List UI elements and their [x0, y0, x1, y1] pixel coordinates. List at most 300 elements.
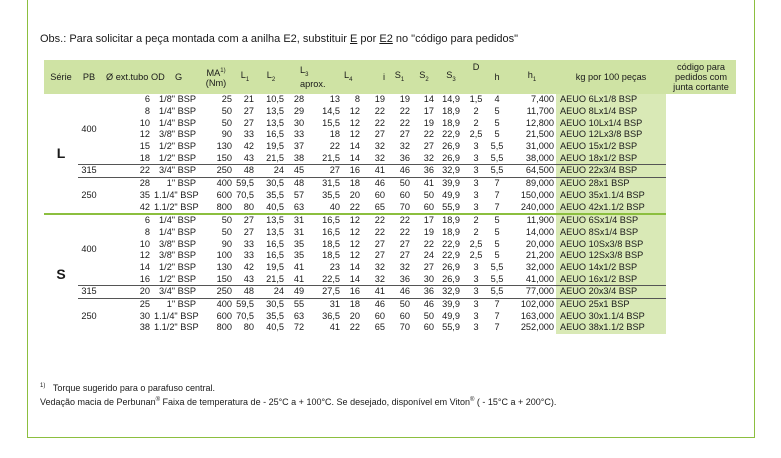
cell: 33 — [243, 250, 255, 261]
cell: 27 — [243, 106, 255, 117]
cell: 13,5 — [256, 214, 286, 227]
cell: 18 — [139, 152, 150, 163]
cell: 30,5 — [256, 177, 286, 189]
cell: 22 — [349, 322, 361, 333]
cell: 28 — [100, 177, 152, 189]
cell: 7 — [486, 177, 508, 189]
cell: 24 — [423, 250, 435, 261]
cell: 60 — [374, 189, 386, 200]
cell: 3/8" BSP — [159, 238, 197, 249]
cell: 46 — [387, 286, 412, 299]
cell: 5 — [494, 238, 500, 249]
cell: 32,000 — [525, 261, 555, 272]
cell: 30 — [293, 117, 305, 128]
order-code: AEUO 20x3/4 BSP — [556, 286, 666, 299]
cell: 89,000 — [508, 177, 556, 189]
cell: 3 — [466, 177, 486, 189]
col-kg: kg por 100 peças — [556, 60, 666, 94]
cell: 41,000 — [525, 273, 555, 284]
table-header — [44, 60, 736, 94]
cell: 36 — [399, 273, 411, 284]
cell: 41 — [293, 261, 305, 272]
cell: 7 — [494, 322, 500, 333]
cell: 15 — [139, 141, 150, 152]
cell: 5 — [494, 117, 500, 128]
order-code: AEUO 28x1 BSP — [556, 177, 666, 189]
cell: 1.1/4" BSP — [154, 189, 199, 200]
cell: 27 — [399, 238, 411, 249]
cell: 42 — [243, 141, 255, 152]
cell: 33 — [293, 129, 305, 140]
cell: 1/2" BSP — [159, 141, 197, 152]
order-code: AEUO 22x3/4 BSP — [556, 165, 666, 178]
cell: 20 — [100, 286, 152, 299]
cell: 240,000 — [520, 201, 555, 212]
cell: 3 — [466, 298, 486, 310]
cell: 43 — [243, 152, 255, 163]
cell: 27 — [243, 117, 255, 128]
cell: 35 — [293, 238, 305, 249]
cell: 20 — [349, 310, 361, 321]
cell: 2,5 — [469, 129, 483, 140]
cell: 1/4" BSP — [159, 226, 197, 237]
order-code: AEUO 6Lx1/8 BSP — [556, 94, 666, 106]
cell: 70 — [399, 322, 411, 333]
cell: 3 — [473, 141, 479, 152]
cell: 1/4" BSP — [159, 117, 197, 128]
cell: 55,9 — [442, 201, 460, 212]
cell: 12 — [139, 129, 150, 140]
cell: 59,5 — [234, 177, 256, 189]
cell: 3 — [466, 286, 486, 299]
cell: 22 — [349, 201, 361, 212]
cell: 4 — [494, 94, 500, 105]
cell: 48 — [234, 165, 256, 178]
cell: 90 — [221, 238, 233, 249]
cell: 19,5 — [266, 141, 285, 152]
cell: 26,9 — [442, 261, 460, 272]
cell: 250 — [198, 165, 234, 178]
cell: 14 — [423, 94, 435, 105]
cell: 50 — [221, 106, 233, 117]
cell: 31,000 — [525, 141, 555, 152]
cell: 50 — [387, 177, 412, 189]
cell: 32 — [374, 152, 386, 163]
table-row — [44, 106, 736, 118]
cell: 14 — [349, 141, 361, 152]
cell: 60 — [423, 201, 435, 212]
cell: 72 — [293, 322, 305, 333]
cell: 3 — [473, 322, 479, 333]
order-code: AEUO 18x1/2 BSP — [556, 152, 666, 164]
cell: 40,5 — [266, 201, 285, 212]
fitting-spec-table — [44, 60, 736, 334]
cell: 31 — [312, 298, 342, 310]
pb-value: 250 — [78, 298, 100, 334]
col-l3: $L_3$ aprox. — [286, 60, 342, 94]
cell: 2 — [473, 106, 479, 117]
cell: 57 — [293, 189, 305, 200]
order-code: AEUO 42x1.1/2 BSP — [556, 201, 666, 214]
cell: 33 — [243, 129, 255, 140]
table-row — [44, 322, 736, 334]
cell: 38 — [293, 152, 305, 163]
cell: 16,5 — [266, 238, 285, 249]
cell: 12 — [342, 214, 362, 227]
cell: 12 — [139, 250, 150, 261]
cell: 12,800 — [525, 117, 555, 128]
table-row — [44, 117, 736, 129]
cell: 41 — [293, 273, 305, 284]
col-pb: PB — [78, 60, 100, 94]
cell: 5 — [486, 214, 508, 227]
cell: 130 — [216, 261, 233, 272]
cell: 17 — [423, 106, 435, 117]
cell: 21,5 — [266, 152, 285, 163]
table-row — [44, 201, 736, 214]
table-row — [44, 165, 736, 178]
cell: 27 — [423, 141, 435, 152]
cell: 1/4" BSP — [159, 106, 197, 117]
cell: 50 — [198, 214, 234, 227]
cell: 150,000 — [520, 189, 555, 200]
cell: 31,5 — [312, 177, 342, 189]
cell: 3/8" BSP — [159, 129, 197, 140]
cell: 2,5 — [469, 238, 483, 249]
cell: 13,5 — [266, 226, 285, 237]
cell: 70 — [399, 201, 411, 212]
cell: 17 — [412, 214, 436, 227]
cell: 50 — [423, 189, 435, 200]
cell: 30 — [423, 273, 435, 284]
cell: 150 — [216, 152, 233, 163]
cell: 18 — [342, 298, 362, 310]
order-code: AEUO 10Lx1/4 BSP — [556, 117, 666, 129]
cell: 1/8" BSP — [159, 94, 197, 105]
cell: 3/4" BSP — [152, 286, 198, 299]
cell: 77,000 — [508, 286, 556, 299]
col-h1: $h_1$ — [508, 60, 556, 94]
cell: 64,500 — [508, 165, 556, 178]
cell: 5,5 — [486, 165, 508, 178]
cell: 35,5 — [266, 189, 285, 200]
cell: 22 — [374, 226, 386, 237]
footnote-sealing: Vedação macia de Perbunan® Faixa de temperatura de - 25°C a + 100°C. Se desejado, disponível em Viton® ( - 15°C a + 200°C). — [40, 397, 557, 407]
cell: 42 — [243, 261, 255, 272]
cell: 19 — [423, 117, 435, 128]
cell: 30,5 — [256, 298, 286, 310]
cell: 29 — [293, 106, 305, 117]
cell: 3 — [473, 189, 479, 200]
pb-value: 400 — [81, 123, 97, 134]
table-row — [44, 227, 736, 239]
cell: 36 — [399, 152, 411, 163]
cell: 32 — [399, 261, 411, 272]
cell: 36 — [412, 165, 436, 178]
cell: 32 — [423, 152, 435, 163]
cell: 2 — [473, 226, 479, 237]
cell: 32,9 — [436, 165, 466, 178]
cell: 5 — [494, 129, 500, 140]
cell: 16 — [342, 165, 362, 178]
order-code: AEUO 10Sx3/8 BSP — [556, 238, 666, 250]
cell: 46 — [362, 177, 387, 189]
cell: 48 — [234, 286, 256, 299]
cell: 600 — [216, 189, 233, 200]
cell: 12 — [349, 106, 361, 117]
cell: 41 — [329, 322, 341, 333]
cell: 30 — [139, 310, 150, 321]
col-d: D — [466, 60, 486, 94]
cell: 60 — [374, 310, 386, 321]
cell: 21 — [243, 94, 255, 105]
cell: 46 — [412, 298, 436, 310]
cell: 7 — [494, 310, 500, 321]
col-serie: Série — [44, 60, 78, 94]
cell: 14,9 — [442, 94, 460, 105]
cell: 48 — [286, 177, 312, 189]
cell: 14,5 — [322, 106, 341, 117]
cell: 19 — [374, 94, 386, 105]
cell: 27 — [234, 214, 256, 227]
cell: 3 — [473, 273, 479, 284]
col-s3: $S_3$ — [436, 60, 466, 94]
cell: 14,000 — [525, 226, 555, 237]
cell: 80 — [243, 201, 255, 212]
cell: 20,000 — [525, 238, 555, 249]
cell: 10,5 — [266, 94, 285, 105]
col-code: código para pedidos com junta cortante — [666, 60, 736, 94]
order-code: AEUO 30x1.1/4 BSP — [556, 310, 666, 322]
order-code: AEUO 8Sx1/4 BSP — [556, 227, 666, 239]
cell: 32 — [399, 141, 411, 152]
cell: 11,700 — [526, 106, 555, 117]
cell: 14 — [139, 261, 150, 272]
cell: 1.1/2" BSP — [154, 322, 199, 333]
cell: 63 — [293, 201, 305, 212]
cell: 13 — [329, 94, 341, 105]
cell: 55 — [286, 298, 312, 310]
cell: 42 — [139, 201, 150, 212]
cell: 21,200 — [525, 250, 555, 261]
order-note: Obs.: Para solicitar a peça montada com a anilha E2, substituir E por E2 no "código para pedidos" — [40, 33, 519, 45]
cell: 25 — [100, 298, 152, 310]
cell: 18,9 — [436, 214, 466, 227]
cell: 5 — [494, 226, 500, 237]
cell: 46 — [362, 298, 387, 310]
cell: 5,5 — [490, 141, 504, 152]
cell: 3 — [473, 201, 479, 212]
cell: 31 — [286, 214, 312, 227]
cell: 22,9 — [442, 238, 460, 249]
cell: 400 — [198, 177, 234, 189]
cell: 1.1/2" BSP — [154, 201, 199, 212]
cell: 55,9 — [442, 322, 460, 333]
cell: 28 — [293, 94, 305, 105]
cell: 8 — [354, 94, 361, 105]
cell: 31 — [293, 226, 305, 237]
cell: 32 — [374, 273, 386, 284]
cell: 22 — [423, 238, 435, 249]
cell: 16,5 — [312, 214, 342, 227]
cell: 3/4" BSP — [152, 165, 198, 178]
cell: 400 — [198, 298, 234, 310]
footnote-torque: $^{1)}$ Torque sugerido para o parafuso central. — [40, 383, 215, 393]
cell: 2,5 — [469, 250, 483, 261]
table-row — [44, 298, 736, 310]
cell: 18,9 — [442, 106, 460, 117]
cell: 60 — [399, 189, 411, 200]
cell: 5 — [494, 250, 500, 261]
cell: 39,9 — [436, 177, 466, 189]
cell: 18 — [342, 177, 362, 189]
col-s2: $S_2$ — [412, 60, 436, 94]
cell: 5,5 — [490, 261, 504, 272]
table-row — [44, 190, 736, 202]
cell: 18 — [329, 129, 341, 140]
cell: 59,5 — [234, 298, 256, 310]
cell: 16,5 — [266, 250, 285, 261]
cell: 5,5 — [490, 273, 504, 284]
cell: 8 — [144, 226, 150, 237]
cell: 12 — [349, 129, 361, 140]
cell: 35 — [139, 189, 150, 200]
order-code: AEUO 16x1/2 BSP — [556, 273, 666, 285]
table-row — [44, 238, 736, 250]
cell: 3 — [466, 165, 486, 178]
col-i: i — [362, 60, 387, 94]
col-s1: $S_1$ — [387, 60, 412, 94]
cell: 16 — [342, 286, 362, 299]
cell: 36,5 — [322, 310, 341, 321]
cell: 10 — [139, 117, 150, 128]
cell: 19 — [423, 226, 435, 237]
cell: 1/2" BSP — [159, 273, 197, 284]
cell: 15,5 — [322, 117, 341, 128]
serie-label: L — [56, 144, 66, 161]
order-code: AEUO 6Sx1/4 BSP — [556, 214, 666, 227]
cell: 3 — [473, 310, 479, 321]
col-ma: MA$^{1)}$ (Nm) — [198, 60, 234, 94]
cell: 63 — [293, 310, 305, 321]
cell: 1.1/4" BSP — [154, 310, 199, 321]
cell: 1/2" BSP — [159, 261, 197, 272]
cell: 18,5 — [322, 238, 341, 249]
cell: 27 — [399, 250, 411, 261]
cell: 22 — [100, 165, 152, 178]
cell: 60 — [423, 322, 435, 333]
cell: 22 — [423, 129, 435, 140]
cell: 2 — [466, 214, 486, 227]
cell: 800 — [216, 322, 233, 333]
cell: 35,5 — [322, 189, 341, 200]
cell: 130 — [216, 141, 233, 152]
cell: 22 — [399, 106, 411, 117]
table-row — [44, 152, 736, 164]
cell: 39,9 — [436, 298, 466, 310]
cell: 12 — [349, 117, 361, 128]
cell: 1,5 — [469, 94, 483, 105]
cell: 41 — [362, 286, 387, 299]
cell: 11,900 — [508, 214, 556, 227]
cell: 23 — [329, 261, 341, 272]
cell: 26,9 — [442, 152, 460, 163]
cell: 3 — [473, 261, 479, 272]
cell: 60 — [399, 310, 411, 321]
cell: 22 — [387, 214, 412, 227]
cell: 12 — [349, 226, 361, 237]
cell: 5,5 — [490, 152, 504, 163]
cell: 1" BSP — [152, 298, 198, 310]
cell: 14 — [349, 152, 361, 163]
cell: 18,9 — [442, 117, 460, 128]
cell: 37 — [293, 141, 305, 152]
order-code: AEUO 12Lx3/8 BSP — [556, 129, 666, 141]
cell: 22,9 — [442, 250, 460, 261]
cell: 50 — [221, 226, 233, 237]
cell: 163,000 — [520, 310, 555, 321]
cell: 13,5 — [266, 106, 285, 117]
pb-value: 250 — [78, 177, 100, 214]
cell: 49 — [286, 286, 312, 299]
cell: 27 — [399, 129, 411, 140]
table-row — [44, 273, 736, 285]
cell: 13,5 — [266, 117, 285, 128]
cell: 16,5 — [266, 129, 285, 140]
table-row — [44, 214, 736, 227]
cell: 18,9 — [442, 226, 460, 237]
cell: 25 — [221, 94, 233, 105]
cell: 12 — [349, 238, 361, 249]
cell: 22 — [399, 226, 411, 237]
cell: 22 — [329, 141, 341, 152]
cell: 70,5 — [236, 310, 255, 321]
cell: 32 — [374, 141, 386, 152]
cell: 6 — [100, 214, 152, 227]
col-od-g: Ø ext.tubo OD G — [100, 60, 198, 94]
cell: 90 — [221, 129, 233, 140]
cell: 27 — [374, 250, 386, 261]
order-code: AEUO 35x1.1/4 BSP — [556, 190, 666, 202]
cell: 14 — [349, 273, 361, 284]
table-row — [44, 141, 736, 153]
cell: 26,9 — [442, 141, 460, 152]
table-row — [44, 129, 736, 141]
cell: 12 — [349, 250, 361, 261]
cell: 600 — [216, 310, 233, 321]
cell: 38 — [139, 322, 150, 333]
cell: 102,000 — [508, 298, 556, 310]
serie-label: S — [44, 214, 78, 334]
cell: 50 — [387, 298, 412, 310]
cell: 22,9 — [442, 129, 460, 140]
col-l2: $L_2$ — [256, 60, 286, 94]
cell: 32 — [374, 261, 386, 272]
cell: 22 — [399, 117, 411, 128]
cell: 19 — [399, 94, 411, 105]
cell: 3 — [473, 152, 479, 163]
cell: 16,5 — [322, 226, 341, 237]
cell: 35 — [293, 250, 305, 261]
cell: 43 — [243, 273, 255, 284]
cell: 5 — [494, 106, 500, 117]
pb-value: 315 — [78, 165, 100, 178]
cell: 800 — [216, 201, 233, 212]
cell: 20 — [349, 189, 361, 200]
cell: 26,9 — [442, 273, 460, 284]
cell: 35,5 — [266, 310, 285, 321]
cell: 41 — [362, 165, 387, 178]
